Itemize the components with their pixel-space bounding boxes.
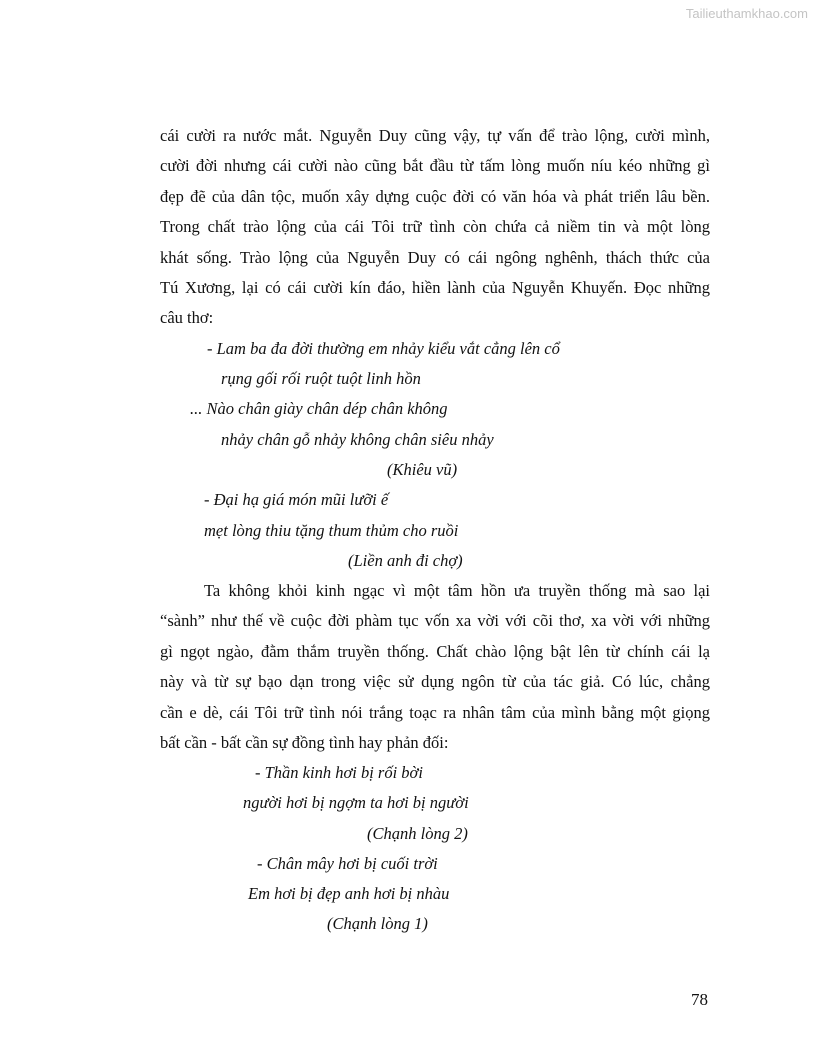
- paragraph-line: cái cười ra nước mắt. Nguyễn Duy cũng vậy, tự vấn để trào lộng, cười mình,: [160, 126, 710, 145]
- paragraph-line: Tú Xương, lại có cái cười kín đáo, hiền lành của Nguyễn Khuyến. Đọc những: [160, 278, 710, 297]
- paragraph-line: này và từ sự bạo dạn trong việc sử dụng ngôn từ của tác giả. Có lúc, chẳng: [160, 672, 710, 691]
- poem-source: (Liền anh đi chợ): [348, 551, 463, 570]
- paragraph-line: gì ngọt ngào, đằm thắm truyền thống. Chất chào lộng bật lên từ chính cái lạ: [160, 642, 710, 661]
- poem-line: Em hơi bị đẹp anh hơi bị nhàu: [248, 884, 450, 903]
- poem-line: ... Nào chân giày chân dép chân không: [190, 399, 448, 418]
- paragraph-line: “sành” như thế về cuộc đời phàm tục vốn xa vời với cõi thơ, xa vời với những: [160, 611, 710, 630]
- poem-line: - Chân mây hơi bị cuối trời: [257, 854, 438, 873]
- paragraph-line: Trong chất trào lộng của cái Tôi trữ tình còn chứa cả niềm tin và một lòng: [160, 217, 710, 236]
- paragraph-line: khát sống. Trào lộng của Nguyễn Duy có cái ngông nghênh, thách thức của: [160, 248, 710, 267]
- watermark: Tailieuthamkhao.com: [685, 6, 808, 21]
- paragraph-line: Ta không khỏi kinh ngạc vì một tâm hồn ưa truyền thống mà sao lại: [204, 581, 710, 600]
- poem-source: (Chạnh lòng 1): [327, 914, 428, 933]
- poem-line: mẹt lòng thiu tặng thum thủm cho ruồi: [204, 521, 459, 540]
- poem-line: - Thần kinh hơi bị rối bời: [255, 763, 423, 782]
- paragraph-line: cười đời nhưng cái cười nào cũng bắt đầu từ tấm lòng muốn níu kéo những gì: [160, 156, 710, 175]
- paragraph-line: đẹp đẽ của dân tộc, muốn xây dựng cuộc đời có văn hóa và phát triển lâu bền.: [160, 187, 710, 206]
- poem-line: - Lam ba đa đời thường em nhảy kiểu vắt cẳng lên cổ: [207, 339, 560, 358]
- poem-line: - Đại hạ giá món mũi lưỡi ế: [204, 490, 389, 509]
- page-number: 78: [691, 990, 708, 1009]
- paragraph-line: cần e dè, cái Tôi trữ tình nói trắng toạc ra nhân tâm của mình bằng một giọng: [160, 703, 710, 722]
- poem-line: người hơi bị ngợm ta hơi bị người: [243, 793, 469, 812]
- paragraph-line: câu thơ:: [160, 308, 214, 327]
- poem-source: (Chạnh lòng 2): [367, 824, 468, 843]
- poem-line: nhảy chân gỗ nhảy không chân siêu nhảy: [221, 430, 494, 449]
- paragraph-line: bất cần - bất cần sự đồng tình hay phản đối:: [160, 733, 449, 752]
- poem-line: rụng gối rối ruột tuột linh hồn: [221, 369, 421, 388]
- poem-source: (Khiêu vũ): [387, 460, 458, 479]
